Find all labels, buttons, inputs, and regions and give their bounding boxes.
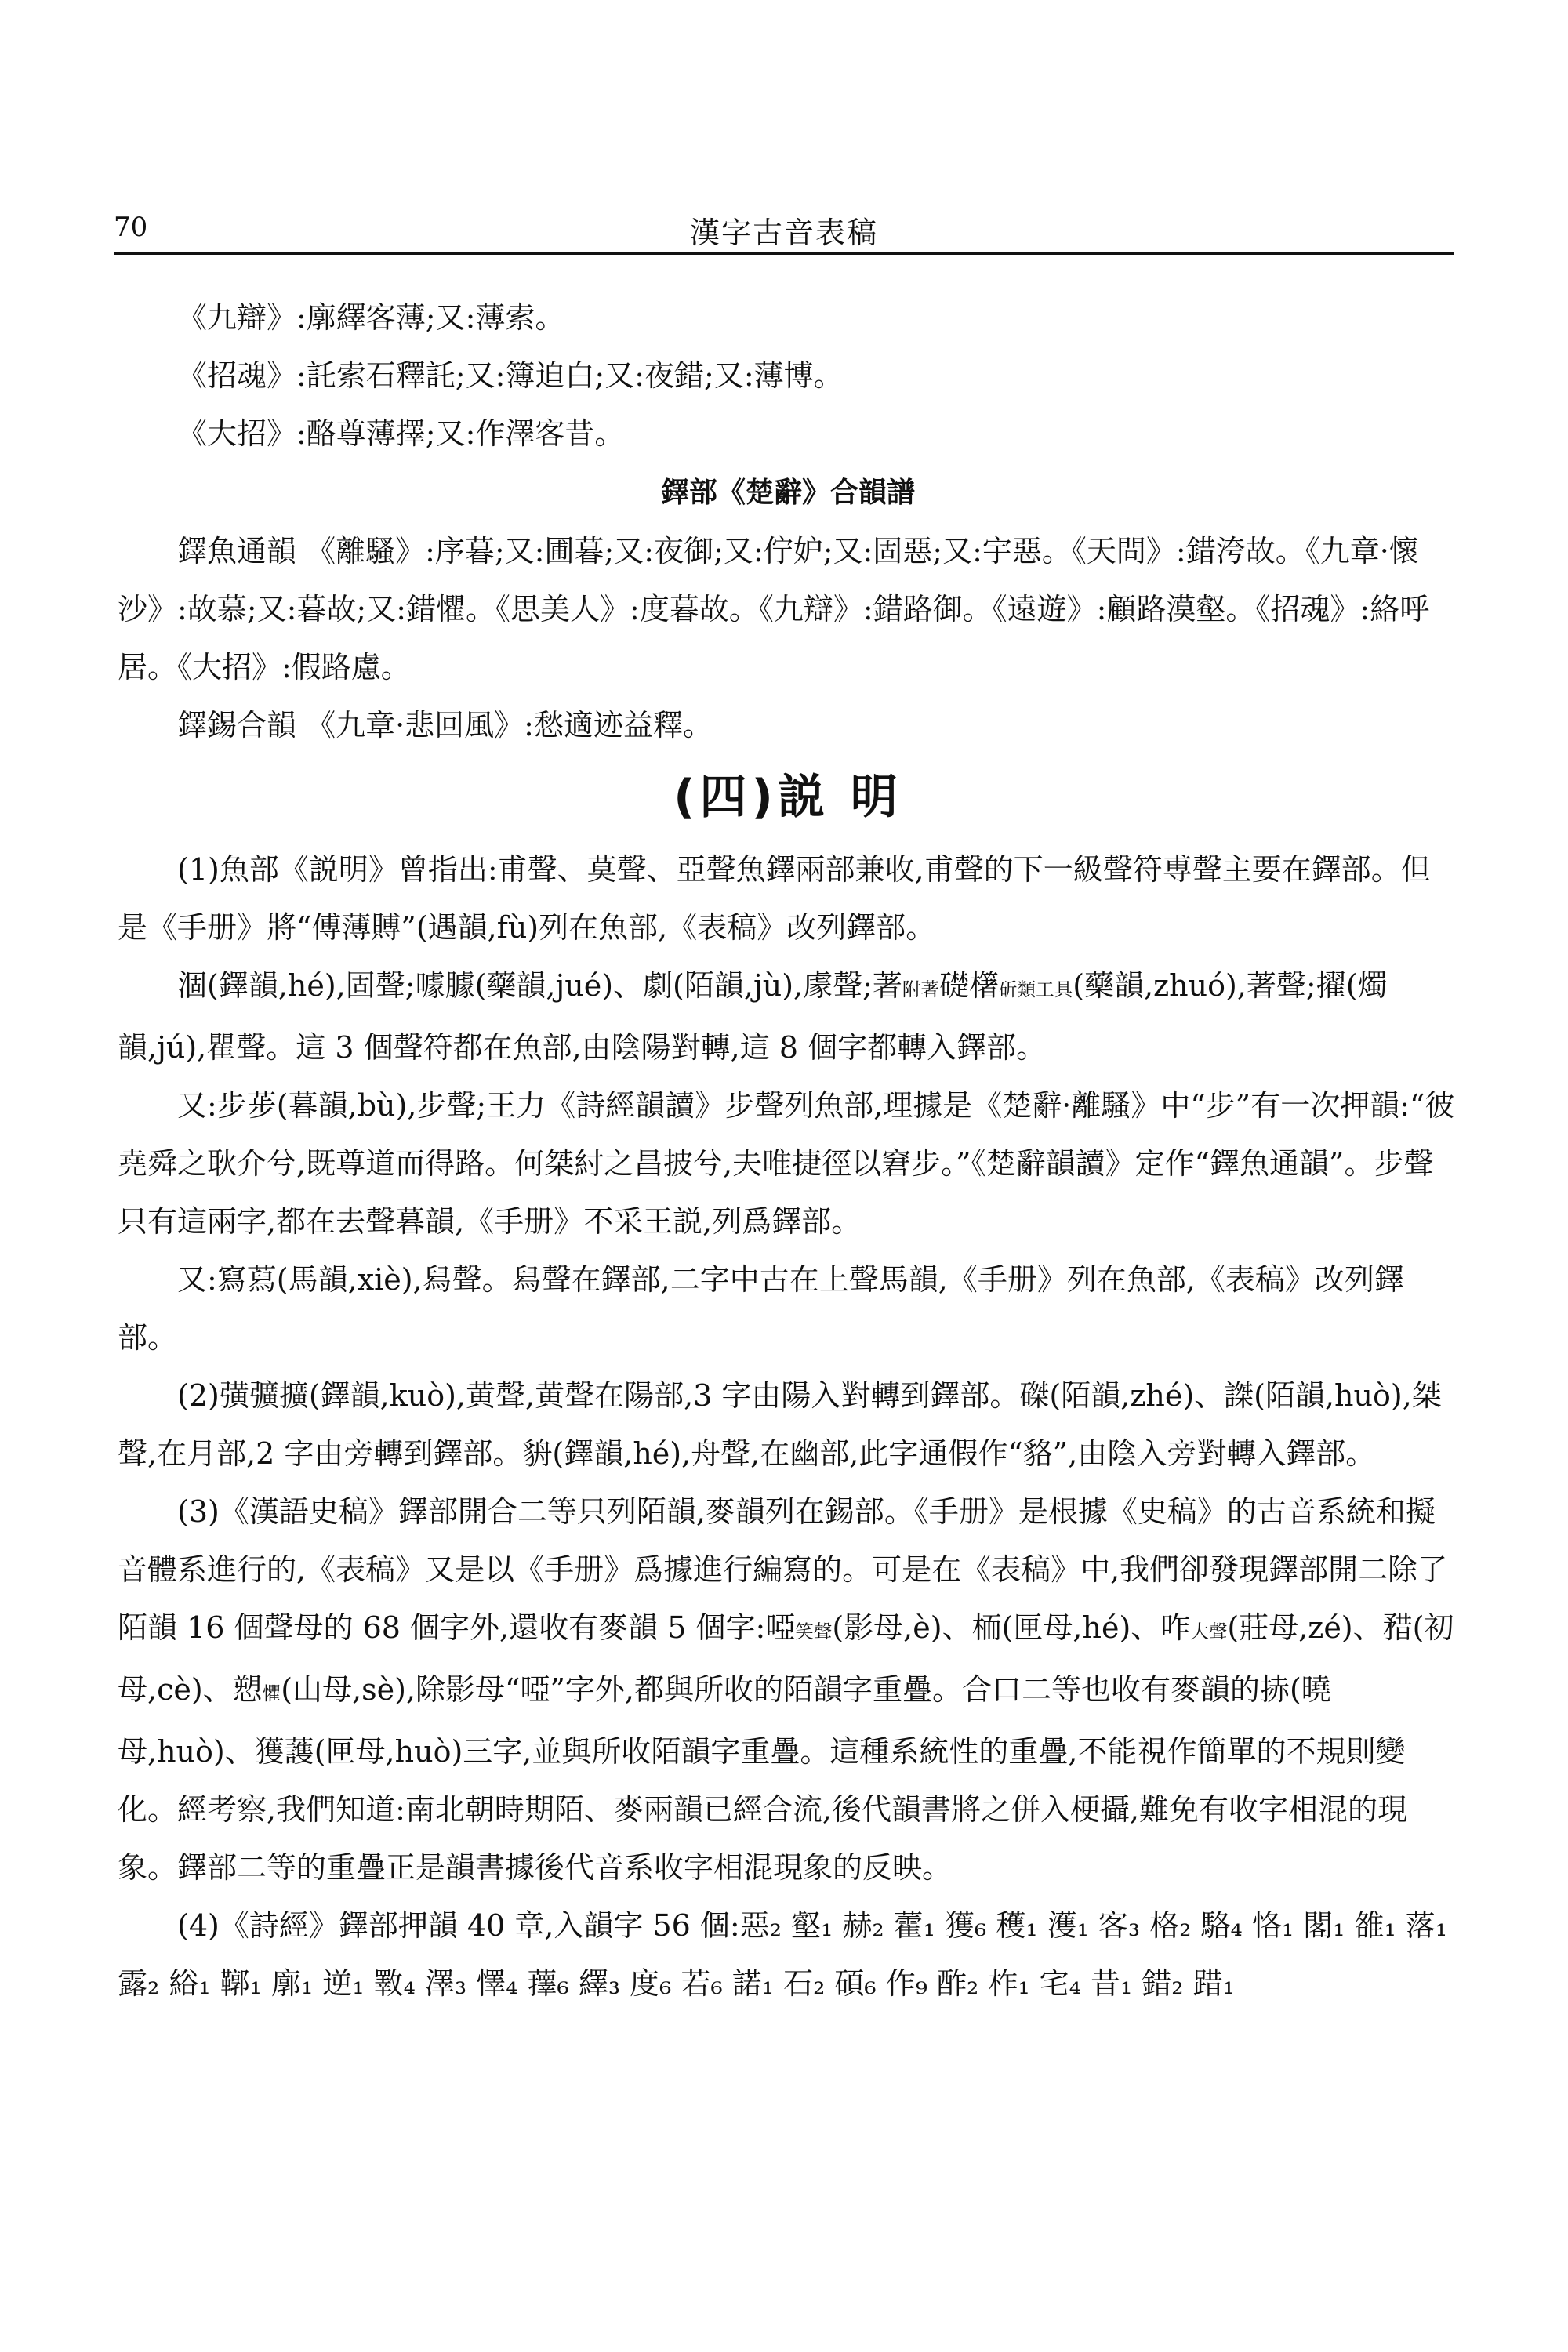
page-header <box>114 205 1454 255</box>
rhyme-line: 《九辯》:廓繹客薄;又:薄索。 <box>177 300 565 335</box>
paragraph: 又:步荹(暮韻,bù),步聲;王力《詩經韻讀》步聲列魚部,理據是《楚辭·離騷》中“步”有一次押韻:“彼堯舜之耿介兮,既尊道而得路。何桀紂之昌披兮,夫唯捷徑以窘步。”《楚辭韻讀》定作“鐸魚通韻”。步聲只有這兩字,都在去聲暮韻,《手册》不采王説,列爲鐸部。 <box>118 1088 1455 1239</box>
rhyme-line: 《大招》:酪尊薄擇;又:作澤客昔。 <box>177 416 625 451</box>
running-title: 漢字古音表稿 <box>689 216 878 250</box>
paragraph: (1)魚部《説明》曾指出:甫聲、莫聲、亞聲魚鐸兩部兼收,甫聲的下一級聲符尃聲主要在鐸部。但是《手册》將“傅薄賻”(遇韻,fù)列在魚部,《表稿》改列鐸部。 <box>118 852 1431 945</box>
paragraph: (2)彉彍擴(鐸韻,kuò),黄聲,黄聲在陽部,3 字由陽入對轉到鐸部。磔(陌韻,zhé)、謋(陌韻,huò),桀聲,在月部,2 字由旁轉到鐸部。貈(鐸韻,hé),舟聲,在幽部,此字通假作“貉”,由陰入旁對轉入鐸部。 <box>118 1378 1442 1471</box>
gloss-annotation: 斫類工具 <box>999 978 1073 1000</box>
rhyme-line: 鐸魚通韻 《離騷》:序暮;又:圃暮;又:夜御;又:佇妒;又:固惡;又:宇惡。《天問》:錯洿故。《九章·懷沙》:故慕;又:暮故;又:錯懼。《思美人》:度暮故。《九辯》:錯路御。《遠遊》:顧路漠壑。《招魂》:絡呼居。《大招》:假路慮。 <box>118 534 1430 684</box>
paragraph-text: (藥韻,zhuó),著聲;擢(燭韻,jú),瞿聲。這 3 個聲符都在魚部,由陰陽對轉,這 8 個字都轉入鐸部。 <box>118 968 1388 1065</box>
paragraph-text: 涸(鐸韻,hé),固聲;噱臄(藥韻,jué)、劇(陌韻,jù),豦聲;著 <box>177 968 902 1003</box>
gloss-annotation: 附著 <box>902 978 940 1000</box>
paragraph <box>118 1483 1458 1896</box>
gloss-annotation: 懼 <box>262 1682 281 1704</box>
rhyme-line: 《招魂》:託索石釋託;又:簿迫白;又:夜錯;又:薄博。 <box>177 358 844 393</box>
paragraph: (4)《詩經》鐸部押韻 40 章,入韻字 56 個:惡₂ 壑₁ 赫₂ 藿₁ 獲₆ 穫₁ 濩₁ 客₃ 格₂ 駱₄ 恪₁ 閣₁ 雒₁ 落₁ 露₂ 綌₁ 鞹₁ 廓₁ 逆₁ 斁₄ 澤₃ 懌₄ 蘀₆ 繹₃ 度₆ 若₆ 諾₁ 石₂ 碩₆ 作₉ 酢₂ 柞₁ 宅₄ 昔₁ 錯₂ 踖₁ <box>118 1908 1448 2001</box>
paragraph-text: 礎櫡 <box>939 968 1000 1003</box>
subsection-heading: 鐸部《楚辭》合韻譜 <box>660 477 915 509</box>
paragraph-text: (3)《漢語史稿》鐸部開合二等只列陌韻,麥韻列在錫部。《手册》是根據《史稿》的古音系統和擬音體系進行的,《表稿》又是以《手册》爲據進行編寫的。可是在《表稿》中,我們卻發現鐸部開二除了陌韻 16 個聲母的 68 個字外,還收有麥韻 5 個字:啞 <box>118 1494 1448 1645</box>
paragraph-text: (山母,sè),除影母“啞”字外,都與所收的陌韻字重疊。合口二等也收有麥韻的捇(曉母,huò)、獲䕶(匣母,huò)三字,並與所收陌韻字重疊。這種系統性的重疊,不能視作簡單的不規則變化。經考察,我們知道:南北朝時期陌、麥兩韻已經合流,後代韻書將之併入梗攝,難免有收字相混的現象。鐸部二等的重疊正是韻書據後代音系收字相混現象的反映。 <box>118 1672 1408 1885</box>
section-title: (四)説 明 <box>673 770 902 825</box>
paragraph: 又:寫蕮(馬韻,xiè),舄聲。舄聲在鐸部,二字中古在上聲馬韻,《手册》列在魚部,《表稿》改列鐸部。 <box>118 1262 1404 1355</box>
paragraph-text: (莊母,zé)、矠(初母,cè)、愬 <box>118 1610 1454 1707</box>
page-body <box>118 289 1458 2013</box>
paragraph <box>118 956 1458 1076</box>
paragraph-text: (影母,è)、栭(匣母,hé)、咋 <box>832 1610 1191 1645</box>
gloss-annotation: 笑聲 <box>795 1621 833 1642</box>
gloss-annotation: 大聲 <box>1190 1621 1228 1642</box>
rhyme-line: 鐸錫合韻 《九章·悲回風》:愁適迹益釋。 <box>177 708 713 742</box>
page-number: 70 <box>114 212 148 243</box>
